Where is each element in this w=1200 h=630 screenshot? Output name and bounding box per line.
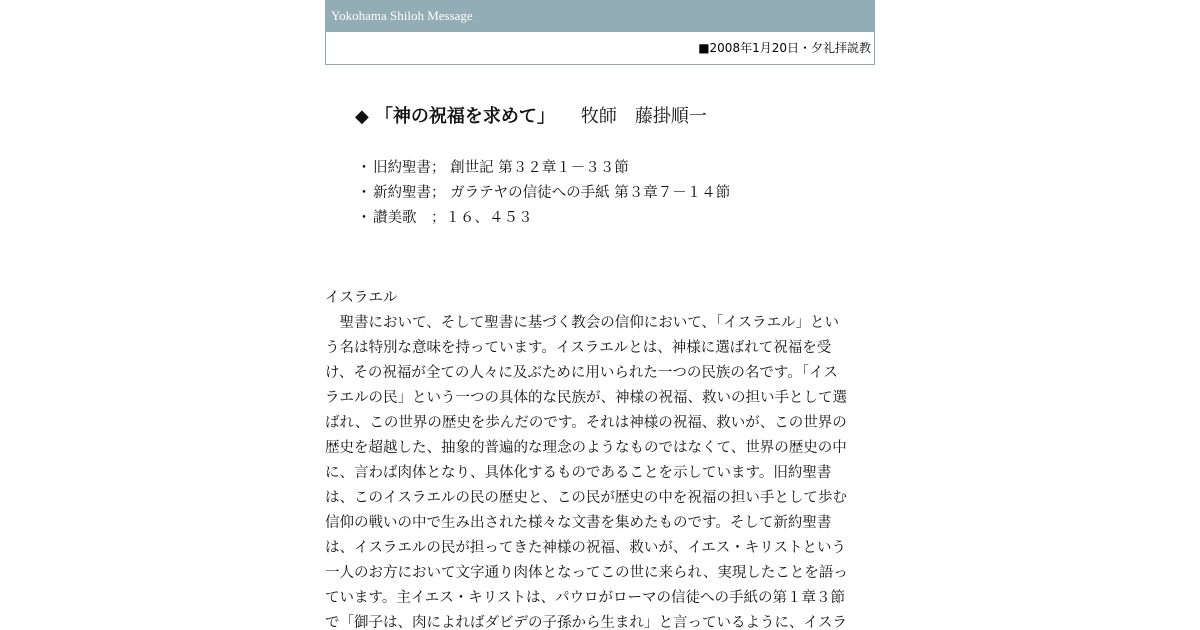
body-line: 一人のお方において文字通り肉体となってこの世に来られ、実現したことを語っ xyxy=(325,565,848,581)
reading-item xyxy=(355,206,730,231)
body-line: は、イスラエルの民が担ってきた神様の祝福、救いが、イエス・キリストという xyxy=(325,540,846,556)
reading-text: 旧約聖書； 創世記 第３２章１－３３節 xyxy=(373,160,629,176)
body-line: う名は特別な意味を持っています。イスラエルとは、神様に選ばれて祝福を受 xyxy=(325,340,832,356)
body-line: け、その祝福が全ての人々に及ぶために用いられた一つの民族の名です。「イス xyxy=(325,365,838,381)
site-title-bar xyxy=(326,0,874,32)
body-line: 歴史を超越した、抽象的普遍的な理念のようなものではなくて、世界の歴史の中 xyxy=(325,440,847,456)
reading-text: 讃美歌 ；１６、４５３ xyxy=(373,210,533,226)
reading-item xyxy=(355,156,730,181)
reading-item xyxy=(355,181,730,206)
body-line: ています。主イエス・キリストは、パウロがローマの信徒への手紙の第１章３節 xyxy=(325,590,845,606)
body-line: に、言わば肉体となり、具体化するものであることを示しています。旧約聖書 xyxy=(325,465,832,481)
sermon-date: ■2008年1月20日・夕礼拝説教 xyxy=(698,41,871,55)
bullet-icon: ・ xyxy=(356,160,372,176)
site-title[interactable]: Yokohama Shiloh Message xyxy=(331,8,473,23)
body-line: ラエルの民」という一つの具体的な民族が、神様の祝福、救いの担い手として選 xyxy=(325,390,847,406)
sermon-body xyxy=(325,286,870,630)
header-box xyxy=(325,0,875,65)
sermon-title-row xyxy=(355,104,707,130)
sermon-title: 「神の祝福を求めて」 xyxy=(374,106,555,127)
bullet-icon: ・ xyxy=(356,210,372,226)
diamond-icon: ◆ xyxy=(355,106,369,127)
body-line: ばれ、この世界の歴史を歩んだのです。それは神様の祝福、救いが、この世界の xyxy=(325,415,847,431)
bullet-icon: ・ xyxy=(356,185,372,201)
section-heading: イスラエル xyxy=(325,290,398,306)
scripture-readings xyxy=(355,156,730,231)
preacher-name: 牧師 藤掛順一 xyxy=(580,106,707,127)
body-line: は、このイスラエルの民の歴史と、この民が歴史の中を祝福の担い手として歩む xyxy=(325,490,847,506)
body-line: で「御子は、肉によればダビデの子孫から生まれ」と言っているように、イスラ xyxy=(325,615,847,630)
reading-text: 新約聖書； ガラテヤの信徒への手紙 第３章７－１４節 xyxy=(373,185,731,201)
body-line: 聖書において、そして聖書に基づく教会の信仰において、「イスラエル」とい xyxy=(325,315,840,331)
body-line: 信仰の戦いの中で生み出された様々な文書を集めたものです。そして新約聖書 xyxy=(325,515,832,531)
